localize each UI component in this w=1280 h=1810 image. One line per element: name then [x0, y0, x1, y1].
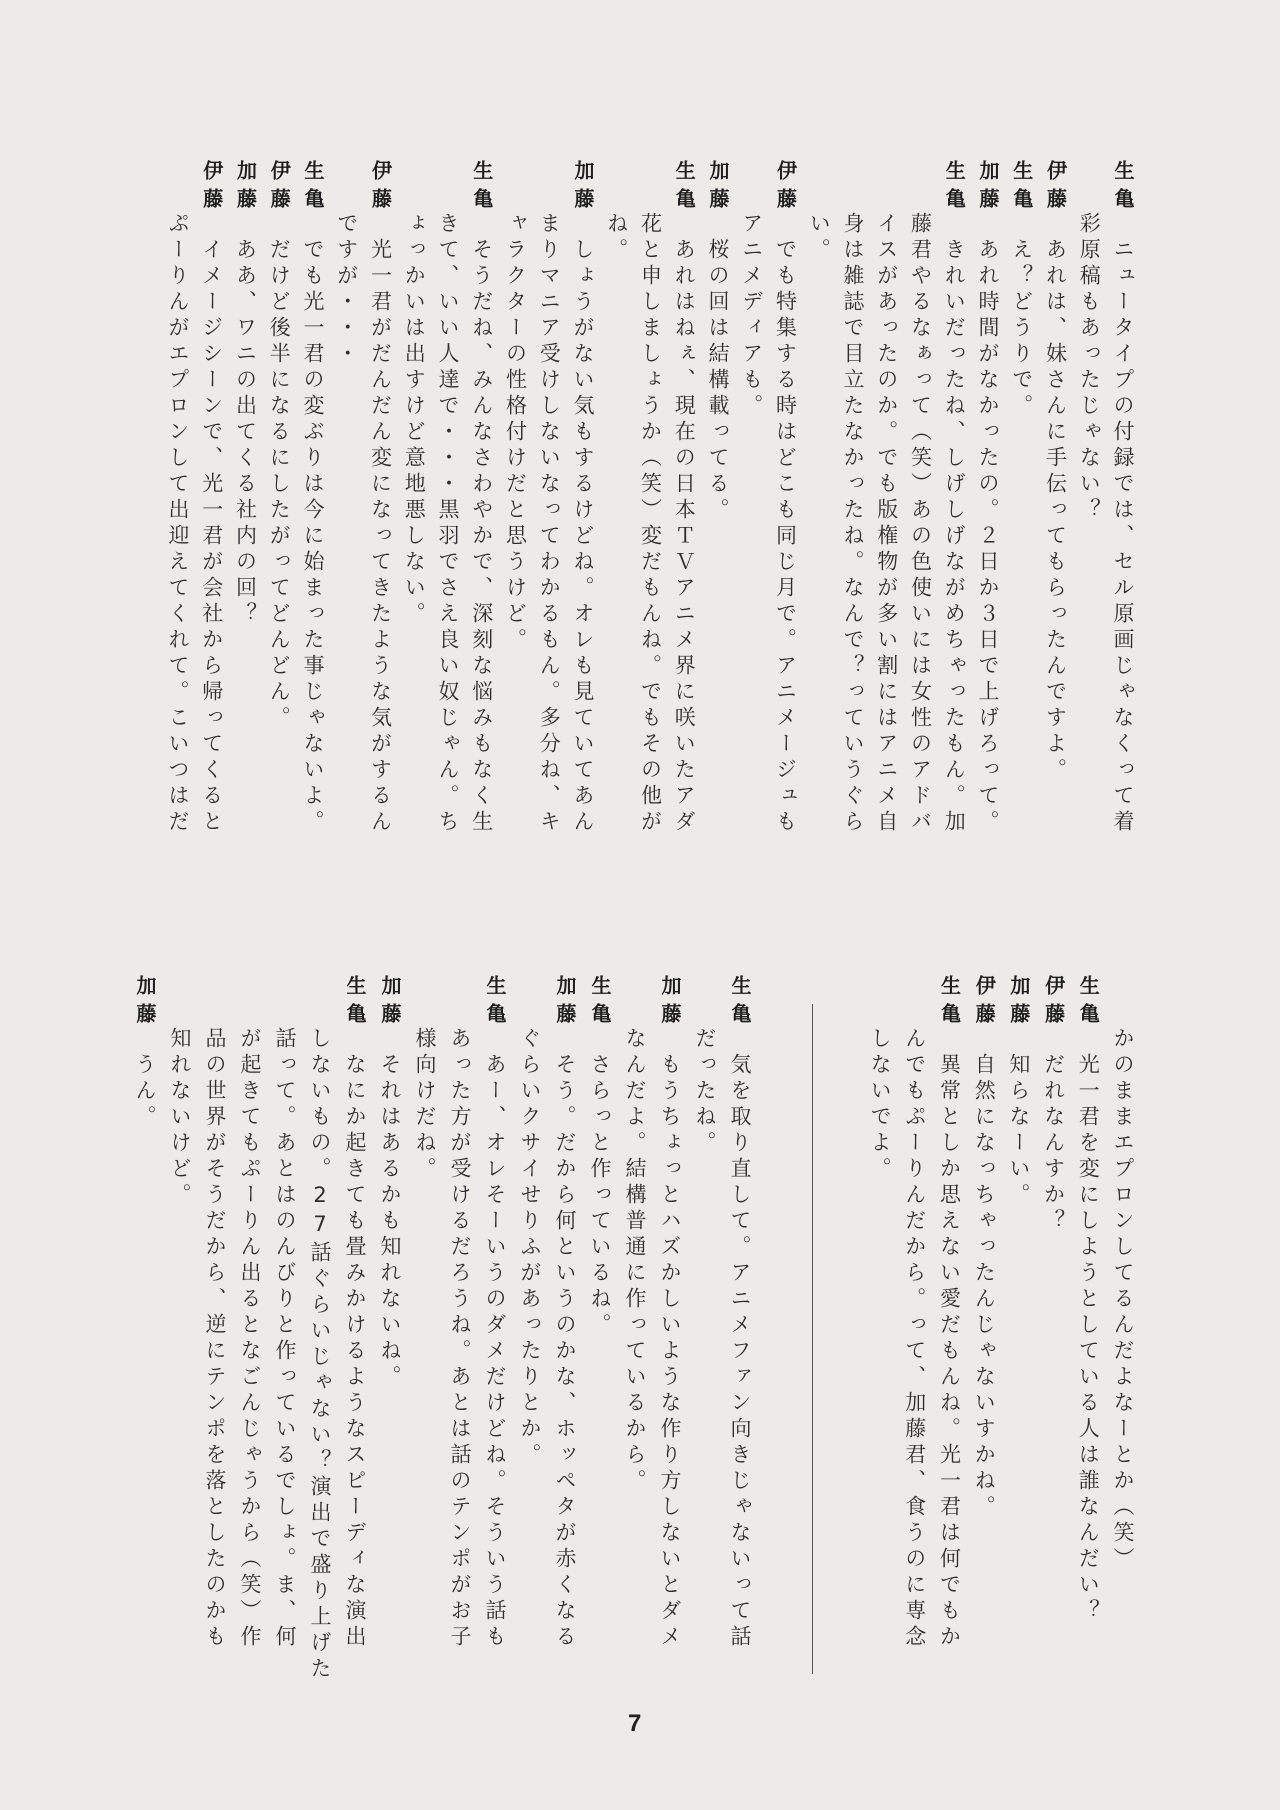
dialogue-continuation: [434, 160, 462, 880]
speaker-name: 生亀: [343, 975, 367, 1031]
dialogue-continuation: [866, 975, 894, 1695]
dialogue-continuation: [201, 975, 229, 1695]
speaker-name: 加藤: [378, 975, 402, 1031]
speaker-name: 加藤: [658, 975, 682, 1031]
dialogue-text: うん。: [133, 1053, 157, 1131]
speaker-name: 生亀: [1111, 160, 1135, 216]
dialogue-text: 知れないけど。: [168, 1027, 192, 1209]
dialogue-text: きれいだったね、しげしげながめちゃったもん。加: [942, 238, 967, 836]
dialogue-continuation: [621, 975, 649, 1695]
dialogue-text: え？どうりで。: [1009, 238, 1034, 420]
speaker-name: 加藤: [553, 975, 577, 1031]
column-divider-line: [812, 1004, 813, 1674]
dialogue-continuation: [333, 160, 361, 880]
dialogue-line: [936, 975, 964, 1695]
page-number: 7: [628, 1710, 642, 1737]
dialogue-line: [569, 160, 597, 880]
speaker-name: 伊藤: [267, 160, 292, 216]
dialogue-line: [468, 160, 496, 880]
dialogue-continuation: [166, 975, 194, 1695]
dialogue-text: イメージシーンで、光一君が会社から帰ってくると: [199, 238, 224, 836]
dialogue-text: 彩原稿もあったじゃない？: [1077, 212, 1102, 524]
dialogue-text: ね。: [604, 212, 629, 264]
dialogue-text: ャラクターの性格付けだと思うけど。: [503, 212, 528, 654]
dialogue-line: [376, 975, 404, 1695]
dialogue-text: そう。だから何というのかな、ホッペタが赤くなる: [553, 1053, 577, 1651]
dialogue-text: 品の世界がそうだから、逆にテンポを落としたのかも: [203, 1027, 227, 1651]
dialogue-text: まりマニア受けしないなってわかるもん。多分ね、キ: [537, 212, 562, 836]
dialogue-text: なにか起きても畳みかけるようなスピーディな演出: [343, 1053, 367, 1651]
dialogue-line: [656, 975, 684, 1695]
dialogue-text: 知らなーい。: [1006, 1053, 1031, 1209]
speaker-name: 伊藤: [1041, 975, 1066, 1031]
speaker-name: 伊藤: [773, 160, 798, 216]
dialogue-text: ょっかいは出すけど意地悪しない。: [402, 212, 427, 628]
speaker-name: 伊藤: [199, 160, 224, 216]
dialogue-text: 花と申しましょうか（笑）変だもんね。でもその他が: [638, 212, 663, 836]
dialogue-text: い。: [807, 212, 832, 264]
dialogue-line: [772, 160, 800, 880]
dialogue-text: きて、いい人達で・・・黒羽でさえ良い奴じゃん。ち: [436, 212, 460, 836]
speaker-name: 生亀: [728, 975, 752, 1031]
dialogue-line: [670, 160, 698, 880]
dialogue-text: 身は雑誌で目立たなかったね。なんで？っていうぐら: [841, 212, 865, 836]
dialogue-text: でも光一君の変ぶりは今に始まった事じゃないよ。: [301, 238, 325, 836]
dialogue-text: あれは、妹さんに手伝ってもらったんですよ。: [1043, 238, 1068, 784]
dialogue-text: 光一君がだんだん変になってきたような気がするん: [368, 238, 393, 836]
dialogue-text: んでもぷーりんだから。って、加藤君、食うのに専念: [902, 1027, 927, 1651]
dialogue-text: しないでよ。: [868, 1027, 893, 1183]
dialogue-text: が起きてもぷーりん出るとなごんじゃうから（笑）作: [238, 1027, 262, 1651]
speaker-name: 伊藤: [972, 975, 997, 1031]
dialogue-line: [367, 160, 395, 880]
dialogue-continuation: [535, 160, 563, 880]
dialogue-line: [341, 975, 369, 1695]
dialogue-text: アニメディアも。: [739, 212, 764, 420]
dialogue-text: 藤君やるなぁって（笑）あの色使いには女性のアドバ: [908, 212, 933, 836]
speaker-name: 生亀: [301, 160, 325, 216]
dialogue-line: [704, 160, 732, 880]
dialogue-continuation: [1075, 160, 1103, 880]
dialogue-text: だけど後半になるにしたがってどんどん。: [267, 238, 292, 732]
dialogue-line: [726, 975, 754, 1695]
dialogue-continuation: [446, 975, 474, 1695]
speaker-name: 加藤: [706, 160, 730, 216]
dialogue-line: [198, 160, 226, 880]
dialogue-text: だれなんすか？: [1041, 1053, 1066, 1235]
dialogue-line: [131, 975, 159, 1695]
dialogue-text: 様向けだね。: [413, 1027, 437, 1183]
speaker-name: 加藤: [976, 160, 1000, 216]
dialogue-line: [1074, 975, 1102, 1695]
dialogue-line: [1040, 975, 1068, 1695]
dialogue-line: [1005, 975, 1033, 1695]
dialogue-continuation: [164, 160, 192, 880]
speaker-name: 生亀: [1076, 975, 1101, 1031]
speaker-name: 伊藤: [1043, 160, 1068, 216]
dialogue-continuation: [691, 975, 719, 1695]
dialogue-continuation: [637, 160, 665, 880]
dialogue-text: しょうがない気もするけどね。オレも見ていてあん: [571, 238, 595, 836]
dialogue-line: [1109, 160, 1137, 880]
dialogue-text: 話って。あとはのんびりと作っているでしょ。ま、何: [273, 1027, 297, 1651]
dialogue-line: [232, 160, 260, 880]
dialogue-continuation: [805, 160, 833, 880]
dialogue-line: [1008, 160, 1036, 880]
dialogue-line: [970, 975, 998, 1695]
speaker-name: 加藤: [133, 975, 157, 1031]
dialogue-text: 自然になっちゃったんじゃないすかね。: [972, 1053, 997, 1521]
speaker-name: 生亀: [1009, 160, 1034, 216]
dialogue-continuation: [502, 160, 530, 880]
dialogue-text: あー、オレそーいうのダメだけどね。そういう話も: [483, 1053, 507, 1651]
dialogue-continuation: [901, 975, 929, 1695]
dialogue-line: [1042, 160, 1070, 880]
dialogue-text: 桜の回は結構載ってる。: [706, 238, 730, 524]
dialogue-text: それはあるかも知れないね。: [378, 1053, 402, 1391]
dialogue-continuation: [411, 975, 439, 1695]
dialogue-text: イスがあったのか。でも版権物が多い割にはアニメ自: [874, 212, 899, 836]
speaker-name: 加藤: [233, 160, 258, 216]
dialogue-text: 気を取り直して。アニメファン向きじゃないって話: [728, 1053, 752, 1651]
speaker-name: 加藤: [571, 160, 595, 216]
dialogue-text: かのままエプロンしてるんだよなーとか（笑）: [1111, 1027, 1135, 1573]
dialogue-text: あれはねぇ、現在の日本ＴＶアニメ界に咲いたアダ: [672, 238, 697, 836]
speaker-name: 生亀: [469, 160, 494, 216]
dialogue-continuation: [1109, 975, 1137, 1695]
dialogue-continuation: [306, 975, 334, 1695]
speaker-name: 生亀: [672, 160, 697, 216]
dialogue-text: なんだよ。結構普通に作っているから。: [623, 1027, 647, 1495]
dialogue-continuation: [907, 160, 935, 880]
speaker-name: 生亀: [937, 975, 962, 1031]
dialogue-text: ニュータイプの付録では、セル原画じゃなくって着: [1111, 238, 1135, 836]
dialogue-line: [265, 160, 293, 880]
speaker-name: 生亀: [588, 975, 612, 1031]
dialogue-continuation: [873, 160, 901, 880]
dialogue-text: もうちょっとハズかしいような作り方しないとダメ: [658, 1053, 682, 1651]
dialogue-text: でも特集する時はどこも同じ月で。アニメージュも: [773, 238, 798, 836]
dialogue-text: ぷーりんがエプロンして出迎えてくれて。こいつはだ: [166, 212, 190, 836]
dialogue-text: 光一君を変にしようとしている人は誰なんだい？: [1076, 1053, 1101, 1625]
dialogue-text: あれ時間がなかったの。２日か３日で上げろって。: [976, 238, 1000, 836]
dialogue-continuation: [271, 975, 299, 1695]
dialogue-continuation: [236, 975, 264, 1695]
dialogue-text: ですが・・・: [334, 212, 359, 368]
dialogue-text: そうだね、みんなさわやかで、深刻な悩みもなく生: [469, 238, 494, 836]
dialogue-text: さらっと作っているね。: [588, 1053, 612, 1339]
dialogue-line: [551, 975, 579, 1695]
speaker-name: 生亀: [942, 160, 967, 216]
dialogue-continuation: [738, 160, 766, 880]
dialogue-continuation: [839, 160, 867, 880]
dialogue-text: しないもの。27話ぐらいじゃない？演出で盛り上げた: [308, 1027, 332, 1683]
dialogue-text: ぐらいクサイせりふがあったりとか。: [518, 1027, 542, 1469]
dialogue-line: [299, 160, 327, 880]
dialogue-text: あった方が受けるだろうね。あとは話のテンポがお子: [448, 1027, 472, 1651]
dialogue-line: [586, 975, 614, 1695]
dialogue-continuation: [516, 975, 544, 1695]
dialogue-text: ああ、ワニの出てくる社内の回？: [233, 238, 258, 628]
dialogue-line: [974, 160, 1002, 880]
dialogue-continuation: [603, 160, 631, 880]
dialogue-line: [940, 160, 968, 880]
speaker-name: 生亀: [483, 975, 507, 1031]
dialogue-line: [481, 975, 509, 1695]
dialogue-text: 異常としか思えない愛だもんね。光一君は何でもか: [937, 1053, 962, 1651]
dialogue-text: だったね。: [693, 1027, 717, 1157]
dialogue-continuation: [400, 160, 428, 880]
speaker-name: 加藤: [1006, 975, 1031, 1031]
speaker-name: 伊藤: [368, 160, 393, 216]
